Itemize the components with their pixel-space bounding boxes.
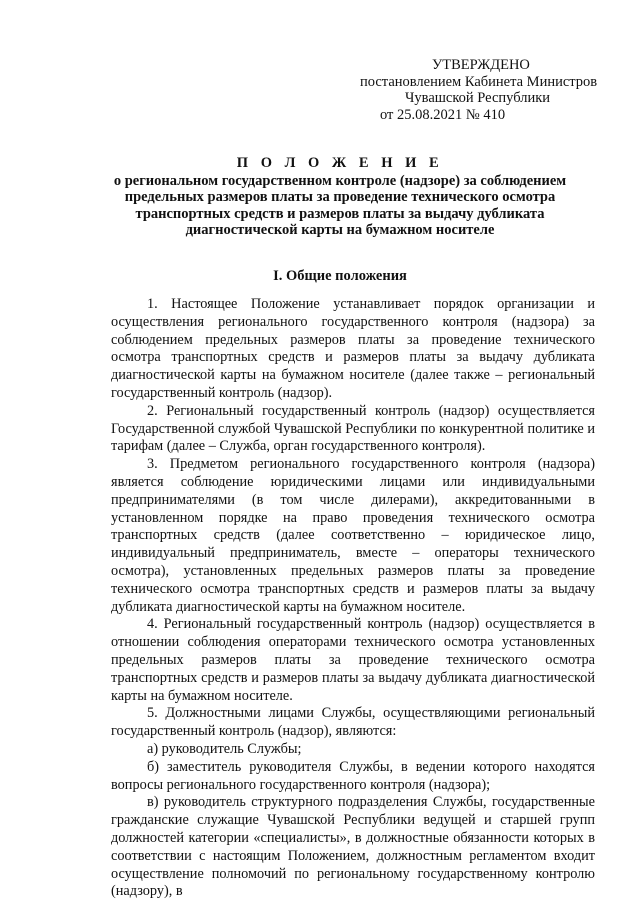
document-heading [100, 155, 580, 239]
list-item-v: в) руководитель структурного подразделения Службы, государственные гражданские служащие Чувашской Республики ведущей и старшей групп должностей категории «специалисты», в должностные обязанности которых в соответствии с настоящим Положением, должностным регламентом входит осуществление полномочий по региональному государственному контролю (надзору), в [111, 794, 595, 900]
paragraph-5: 5. Должностными лицами Службы, осуществляющими региональный государственный контроль (надзор), являются: [111, 705, 595, 740]
approval-stamp [360, 57, 640, 123]
document-subtitle: о региональном государственном контроле (надзоре) за соблюдением предельных размеров платы за проведение технического осмотра транспортных средств и размеров платы за выдачу дубликата диагностической карты на бумажном носителе [113, 172, 567, 238]
approval-republic: Чувашской Республики [405, 90, 551, 106]
paragraph-4: 4. Региональный государственный контроль (надзор) осуществляется в отношении соблюдения операторами технического осмотра установленных предельных размеров платы за проведение технического осмотра транспортных средств и размеров платы за выдачу дубликата диагностической карты на бумажном носителе. [111, 616, 595, 704]
paragraph-1: 1. Настоящее Положение устанавливает порядок организации и осуществления регионального государственного контроля (надзора) за соблюдением предельных размеров платы за проведение технического осмотра транспортных средств и размеров платы за выдачу дубликата диагностической карты на бумажном носителе (далее также – региональный государственный контроль (надзор). [111, 296, 595, 401]
document-title: П О Л О Ж Е Н И Е [236, 155, 444, 171]
section-heading: I. Общие положения [273, 268, 407, 284]
approval-date-number: от 25.08.2021 № 410 [380, 106, 506, 123]
list-item-a: а) руководитель Службы; [147, 740, 302, 757]
paragraph-2: 2. Региональный государственный контроль (надзор) осуществляется Государственной службой Чувашской Республики по конкурентной политике и тарифам (далее – Служба, орган государственного контроля). [111, 402, 595, 455]
document-body [111, 296, 595, 901]
approval-title: УТВЕРЖДЕНО [432, 57, 530, 73]
paragraph-3: 3. Предметом регионального государственного контроля (надзора) является соблюдение юридическими лицами или индивидуальными предпринимателями (в том числе дилерами), аккредитованными в установленном порядке на право проведения технического осмотра транспортных средств (далее соответственно – юридическое лицо, индивидуальный предприниматель, вместе – операторы технического осмотра), установленных предельных размеров платы за проведение технического осмотра транспортных средств и размеров платы за выдачу дубликата диагностической карты на бумажном носителе. [111, 456, 595, 615]
approval-authority: постановлением Кабинета Министров [360, 73, 598, 90]
list-item-b: б) заместитель руководителя Службы, в ведении которого находятся вопросы регионального государственного контроля (надзора); [111, 758, 595, 793]
